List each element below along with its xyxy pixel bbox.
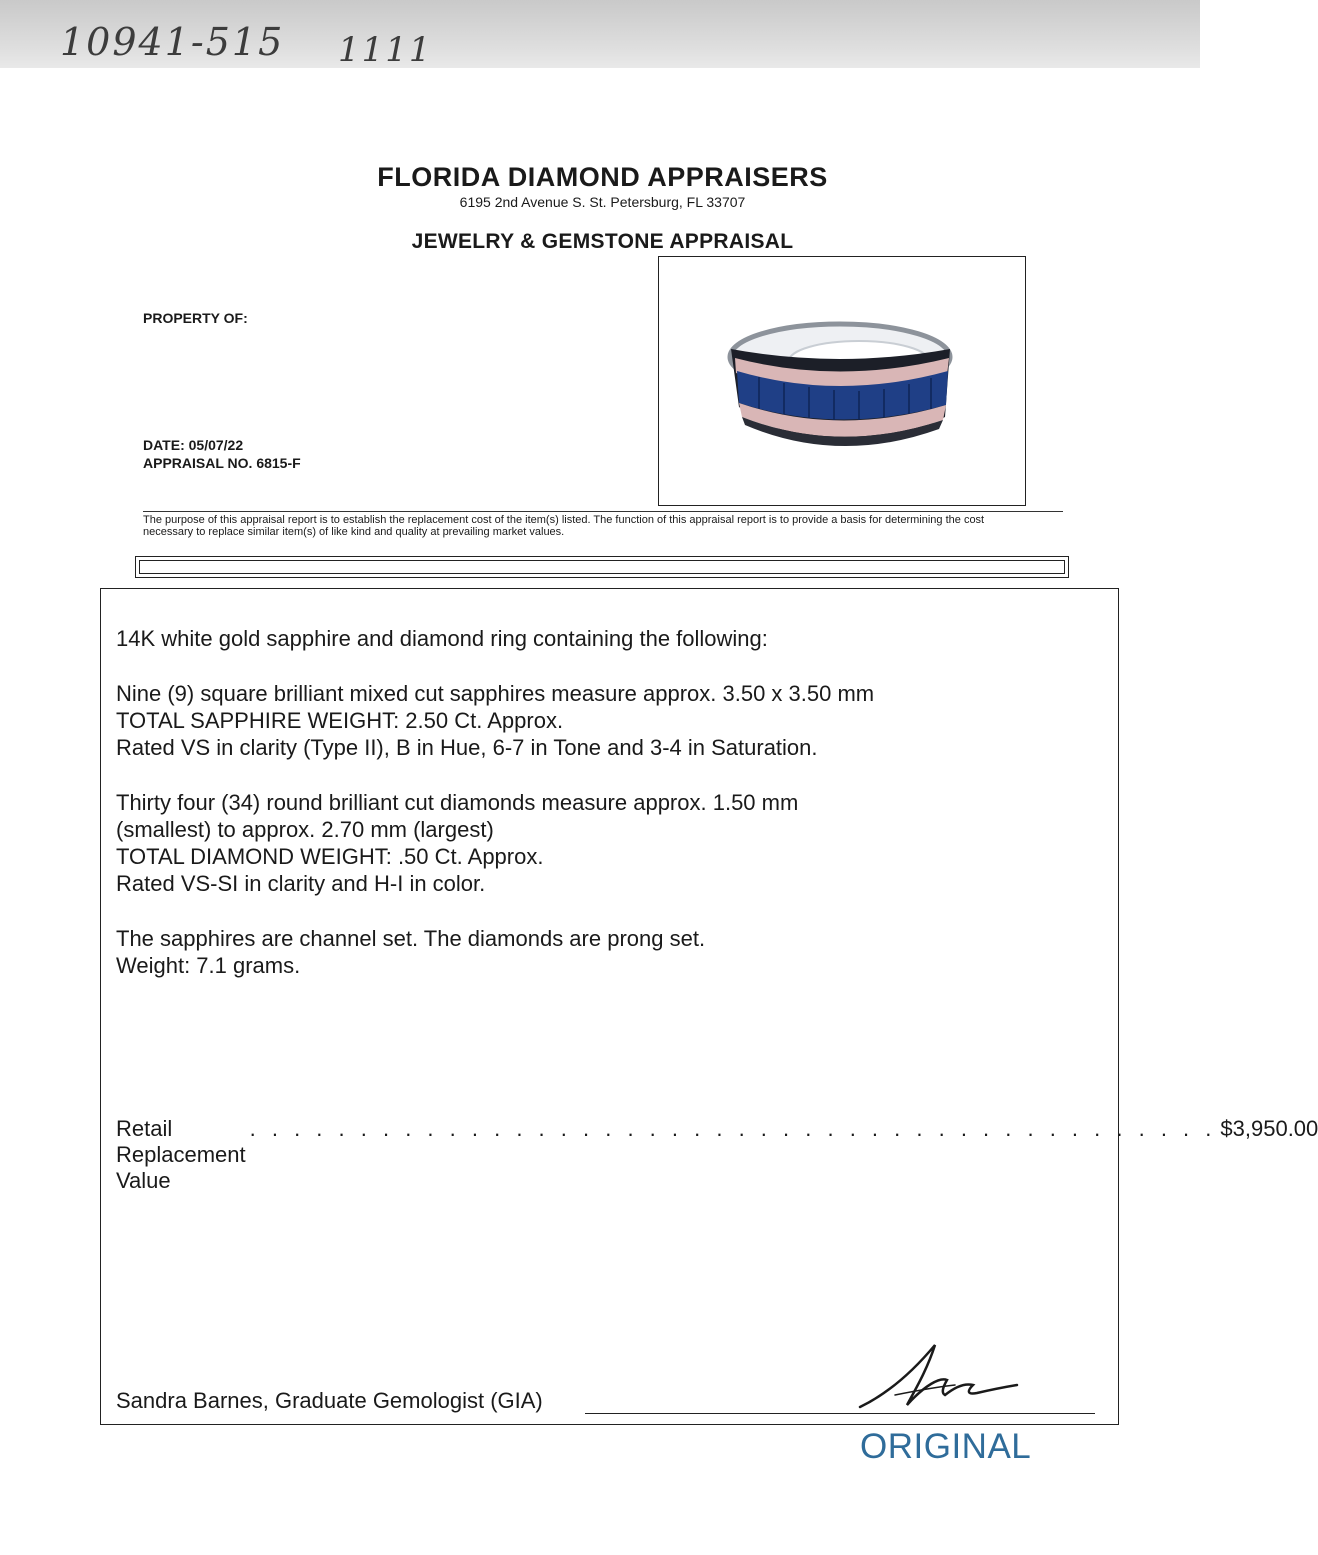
sapphire-line-3: Rated VS in clarity (Type II), B in Hue, 6-7 in Tone and 3-4 in Saturation. (116, 735, 818, 760)
original-stamp: ORIGINAL (860, 1427, 1032, 1466)
handwritten-lot-number: 10941-515 (60, 20, 285, 64)
setting-line: The sapphires are channel set. The diamonds are prong set. (116, 926, 706, 951)
value-leader-dots: . . . . . . . . . . . . . . . . . . . . . . . . . . . . . . . . . . . . . . . . . . . . (249, 1116, 1217, 1141)
intro-line: 14K white gold sapphire and diamond ring containing the following: (116, 626, 768, 651)
purpose-line-1: The purpose of this appraisal report is to establish the replacement cost of the item(s) listed. The function of this appraisal report is to provide a basis for determining the cost (143, 514, 985, 526)
weight-line: Weight: 7.1 grams. (116, 953, 301, 978)
company-address: 6195 2nd Avenue S. St. Petersburg, FL 33707 (459, 194, 746, 210)
value-amount: $3,950.00 (1220, 1116, 1318, 1141)
ring-photo-frame (658, 256, 1026, 506)
value-label: Retail Replacement Value (116, 1116, 246, 1193)
diamond-line-3: TOTAL DIAMOND WEIGHT: .50 Ct. Approx. (116, 844, 544, 869)
handwritten-signature (855, 1335, 1020, 1415)
property-of-label: PROPERTY OF: (143, 310, 248, 326)
replacement-value-row (116, 1116, 1318, 1194)
purpose-line-2: necessary to replace similar item(s) of like kind and quality at prevailing market values. (143, 526, 565, 538)
handwritten-mark: 1111 (338, 30, 433, 70)
ring-photo (659, 257, 1025, 505)
diamond-line-1: Thirty four (34) round brilliant cut diamonds measure approx. 1.50 mm (116, 790, 799, 815)
appraisal-number: APPRAISAL NO. 6815-F (143, 455, 301, 471)
sapphire-line-2: TOTAL SAPPHIRE WEIGHT: 2.50 Ct. Approx. (116, 708, 564, 733)
date-line: DATE: 05/07/22 (143, 437, 244, 453)
sapphire-line-1: Nine (9) square brilliant mixed cut sapphires measure approx. 3.50 x 3.50 mm (116, 681, 875, 706)
decorative-double-bar (135, 556, 1069, 578)
appraiser-name: Sandra Barnes, Graduate Gemologist (GIA) (116, 1388, 543, 1413)
purpose-statement (143, 514, 1073, 538)
diamond-line-2: (smallest) to approx. 2.70 mm (largest) (116, 817, 494, 842)
company-name: FLORIDA DIAMOND APPRAISERS (377, 162, 828, 192)
purpose-divider (143, 511, 1063, 512)
document-title: JEWELRY & GEMSTONE APPRAISAL (411, 230, 794, 253)
diamond-line-4: Rated VS-SI in clarity and H-I in color. (116, 871, 486, 896)
